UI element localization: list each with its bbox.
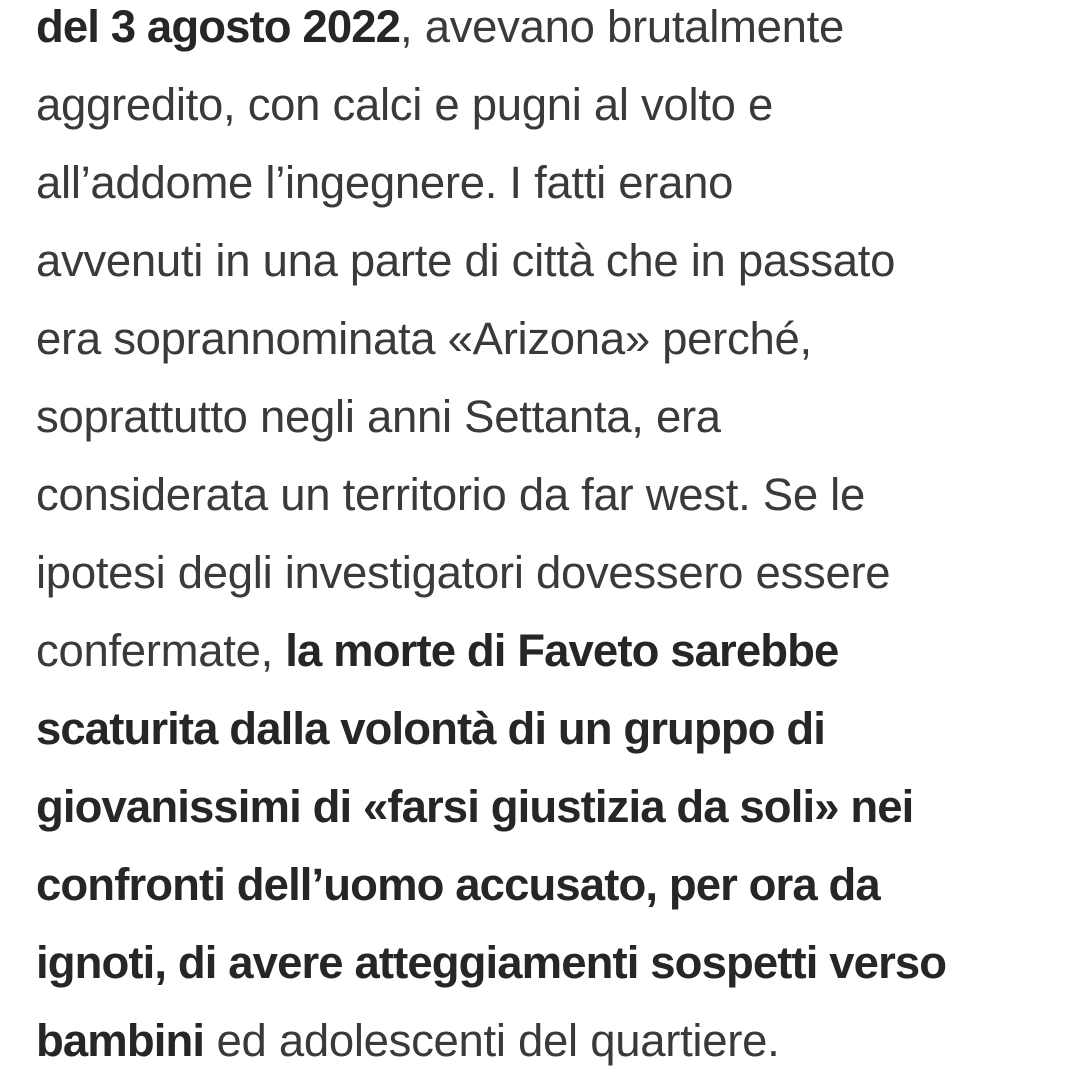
text-run: confronti dell’uomo accusato, per ora da bbox=[36, 859, 880, 910]
text-line bbox=[36, 144, 1066, 222]
text-run: considerata un territorio da far west. Se le bbox=[36, 469, 865, 520]
text-line bbox=[36, 1002, 1066, 1080]
text-run: giovanissimi di «farsi giustizia da soli» nei bbox=[36, 781, 914, 832]
text-line bbox=[36, 456, 1066, 534]
text-run: avvenuti in una parte di città che in passato bbox=[36, 235, 896, 286]
text-run: soprattutto negli anni Settanta, era bbox=[36, 391, 721, 442]
text-run: confermate, bbox=[36, 625, 286, 676]
text-run: era soprannominata «Arizona» perché, bbox=[36, 313, 812, 364]
text-run: del 3 agosto 2022 bbox=[36, 1, 401, 52]
text-line bbox=[36, 378, 1066, 456]
text-line bbox=[36, 690, 1066, 768]
text-run: ignoti, di avere atteggiamenti sospetti verso bbox=[36, 937, 947, 988]
text-run: bambini bbox=[36, 1015, 205, 1066]
text-line bbox=[36, 924, 1066, 1002]
text-line bbox=[36, 768, 1066, 846]
text-line bbox=[36, 222, 1066, 300]
text-run: aggredito, con calci e pugni al volto e bbox=[36, 79, 774, 130]
text-run: all’addome l’ingegnere. I fatti erano bbox=[36, 157, 734, 208]
text-line bbox=[36, 300, 1066, 378]
text-run: la morte di Faveto sarebbe bbox=[285, 625, 839, 676]
text-line bbox=[36, 534, 1066, 612]
text-run: , avevano brutalmente bbox=[400, 1, 844, 52]
text-run: ed adolescenti del quartiere. bbox=[204, 1015, 780, 1066]
text-run: scaturita dalla volontà di un gruppo di bbox=[36, 703, 826, 754]
article-body bbox=[36, 0, 1066, 1080]
text-line bbox=[36, 846, 1066, 924]
text-line bbox=[36, 0, 1066, 66]
text-line bbox=[36, 66, 1066, 144]
text-run: ipotesi degli investigatori dovessero essere bbox=[36, 547, 891, 598]
text-line bbox=[36, 612, 1066, 690]
